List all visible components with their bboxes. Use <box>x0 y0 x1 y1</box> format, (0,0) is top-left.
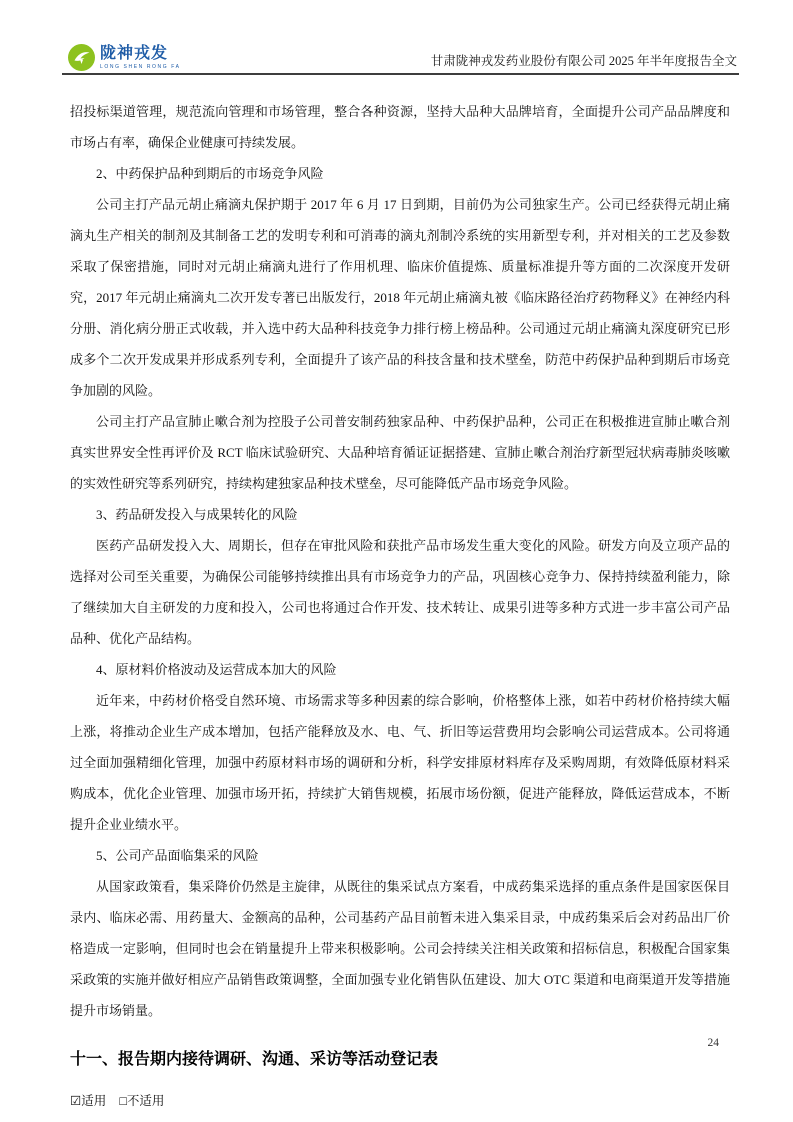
paragraph: 公司主打产品宣肺止嗽合剂为控股子公司普安制药独家品种、中药保护品种，公司正在积极推进宣肺止嗽合剂真实世界安全性再评价及 RCT 临床试验研究、大品种培育循证证据搭建、宣肺止嗽合剂治疗新型冠状病毒肺炎咳嗽的实效性研究等系列研究，持续构建独家品种技术壁垒，尽可能降低产品市场竞争风险。 <box>70 414 730 491</box>
applicability-line <box>70 1091 730 1111</box>
header-rule <box>62 73 739 75</box>
logo-text-zh: 陇神戎发 <box>100 44 169 62</box>
header-title: 甘肃陇神戎发药业股份有限公司 2025 年半年度报告全文 <box>430 54 737 68</box>
paragraph: 医药产品研发投入大、周期长，但存在审批风险和获批产品市场发生重大变化的风险。研发方向及立项产品的选择对公司至关重要，为确保公司能够持续推出具有市场竞争力的产品，巩固核心竞争力、保持持续盈利能力，除了继续加大自主研发的力度和投入，公司也将通过合作开发、技术转让、成果引进等多种方式进一步丰富公司产品品种、优化产品结构。 <box>70 538 730 646</box>
company-logo <box>68 44 181 71</box>
paragraph: 公司主打产品元胡止痛滴丸保护期于 2017 年 6 月 17 日到期，目前仍为公司独家生产。公司已经获得元胡止痛滴丸生产相关的制剂及其制备工艺的发明专利和可消毒的滴丸剂制冷系统的实用新型专利，并对相关的工艺及参数采取了保密措施，同时对元胡止痛滴丸进行了作用机理、临床价值提炼、质量标准提升等方面的二次深度开发研究，2017 年元胡止痛滴丸二次开发专著已出版发行，2018 年元胡止痛滴丸被《临床路径治疗药物释义》在神经内科分册、消化病分册正式收载，并入选中药大品种科技竞争力排行榜上榜品种。公司通过元胡止痛滴丸深度研究已形成多个二次开发成果并形成系列专利，全面提升了该产品的科技含量和技术壁垒，防范中药保护品种到期后市场竞争加剧的风险。 <box>70 197 730 398</box>
applicable-checkbox: ☑适用 <box>70 1094 107 1108</box>
paragraph: 近年来，中药材价格受自然环境、市场需求等多种因素的综合影响，价格整体上涨，如若中药材价格持续大幅上涨，将推动企业生产成本增加，包括产能释放及水、电、气、折旧等运营费用均会影响公司运营成本。公司将通过全面加强精细化管理，加强中药原材料市场的调研和分析，科学安排原材料库存及采购周期，有效降低原材料采购成本，优化企业管理、加强市场开拓，持续扩大销售规模，拓展市场份额，促进产能释放，降低运营成本，不断提升企业业绩水平。 <box>70 693 730 832</box>
page-number: 24 <box>707 1037 719 1049</box>
list-item-heading: 4、原材料价格波动及运营成本加大的风险 <box>96 662 337 677</box>
not-applicable-checkbox: □不适用 <box>119 1094 165 1108</box>
paragraph: 从国家政策看，集采降价仍然是主旋律，从既往的集采试点方案看，中成药集采选择的重点条件是国家医保目录内、临床必需、用药量大、金额高的品种，公司基药产品目前暂未进入集采目录，中成药集采后会对药品出厂价格造成一定影响，但同时也会在销量提升上带来积极影响。公司会持续关注相关政策和招标信息，积极配合国家集采政策的实施并做好相应产品销售政策调整，全面加强专业化销售队伍建设、加大 OTC 渠道和电商渠道开发等措施提升市场销量。 <box>70 879 730 1018</box>
list-item-heading: 2、中药保护品种到期后的市场竞争风险 <box>96 166 324 181</box>
list-item-heading: 3、药品研发投入与成果转化的风险 <box>96 507 298 522</box>
logo-text-en: LONG SHEN RONG FA <box>100 63 181 70</box>
section-heading: 十一、报告期内接待调研、沟通、采访等活动登记表 <box>70 1051 439 1068</box>
paragraph: 招投标渠道管理，规范流向管理和市场管理，整合各种资源，坚持大品种大品牌培育，全面提升公司产品品牌度和市场占有率，确保企业健康可持续发展。 <box>70 104 730 150</box>
list-item-heading: 5、公司产品面临集采的风险 <box>96 848 259 863</box>
company-logo-icon <box>68 44 95 71</box>
document-body <box>70 96 730 1111</box>
page-header <box>68 44 737 71</box>
